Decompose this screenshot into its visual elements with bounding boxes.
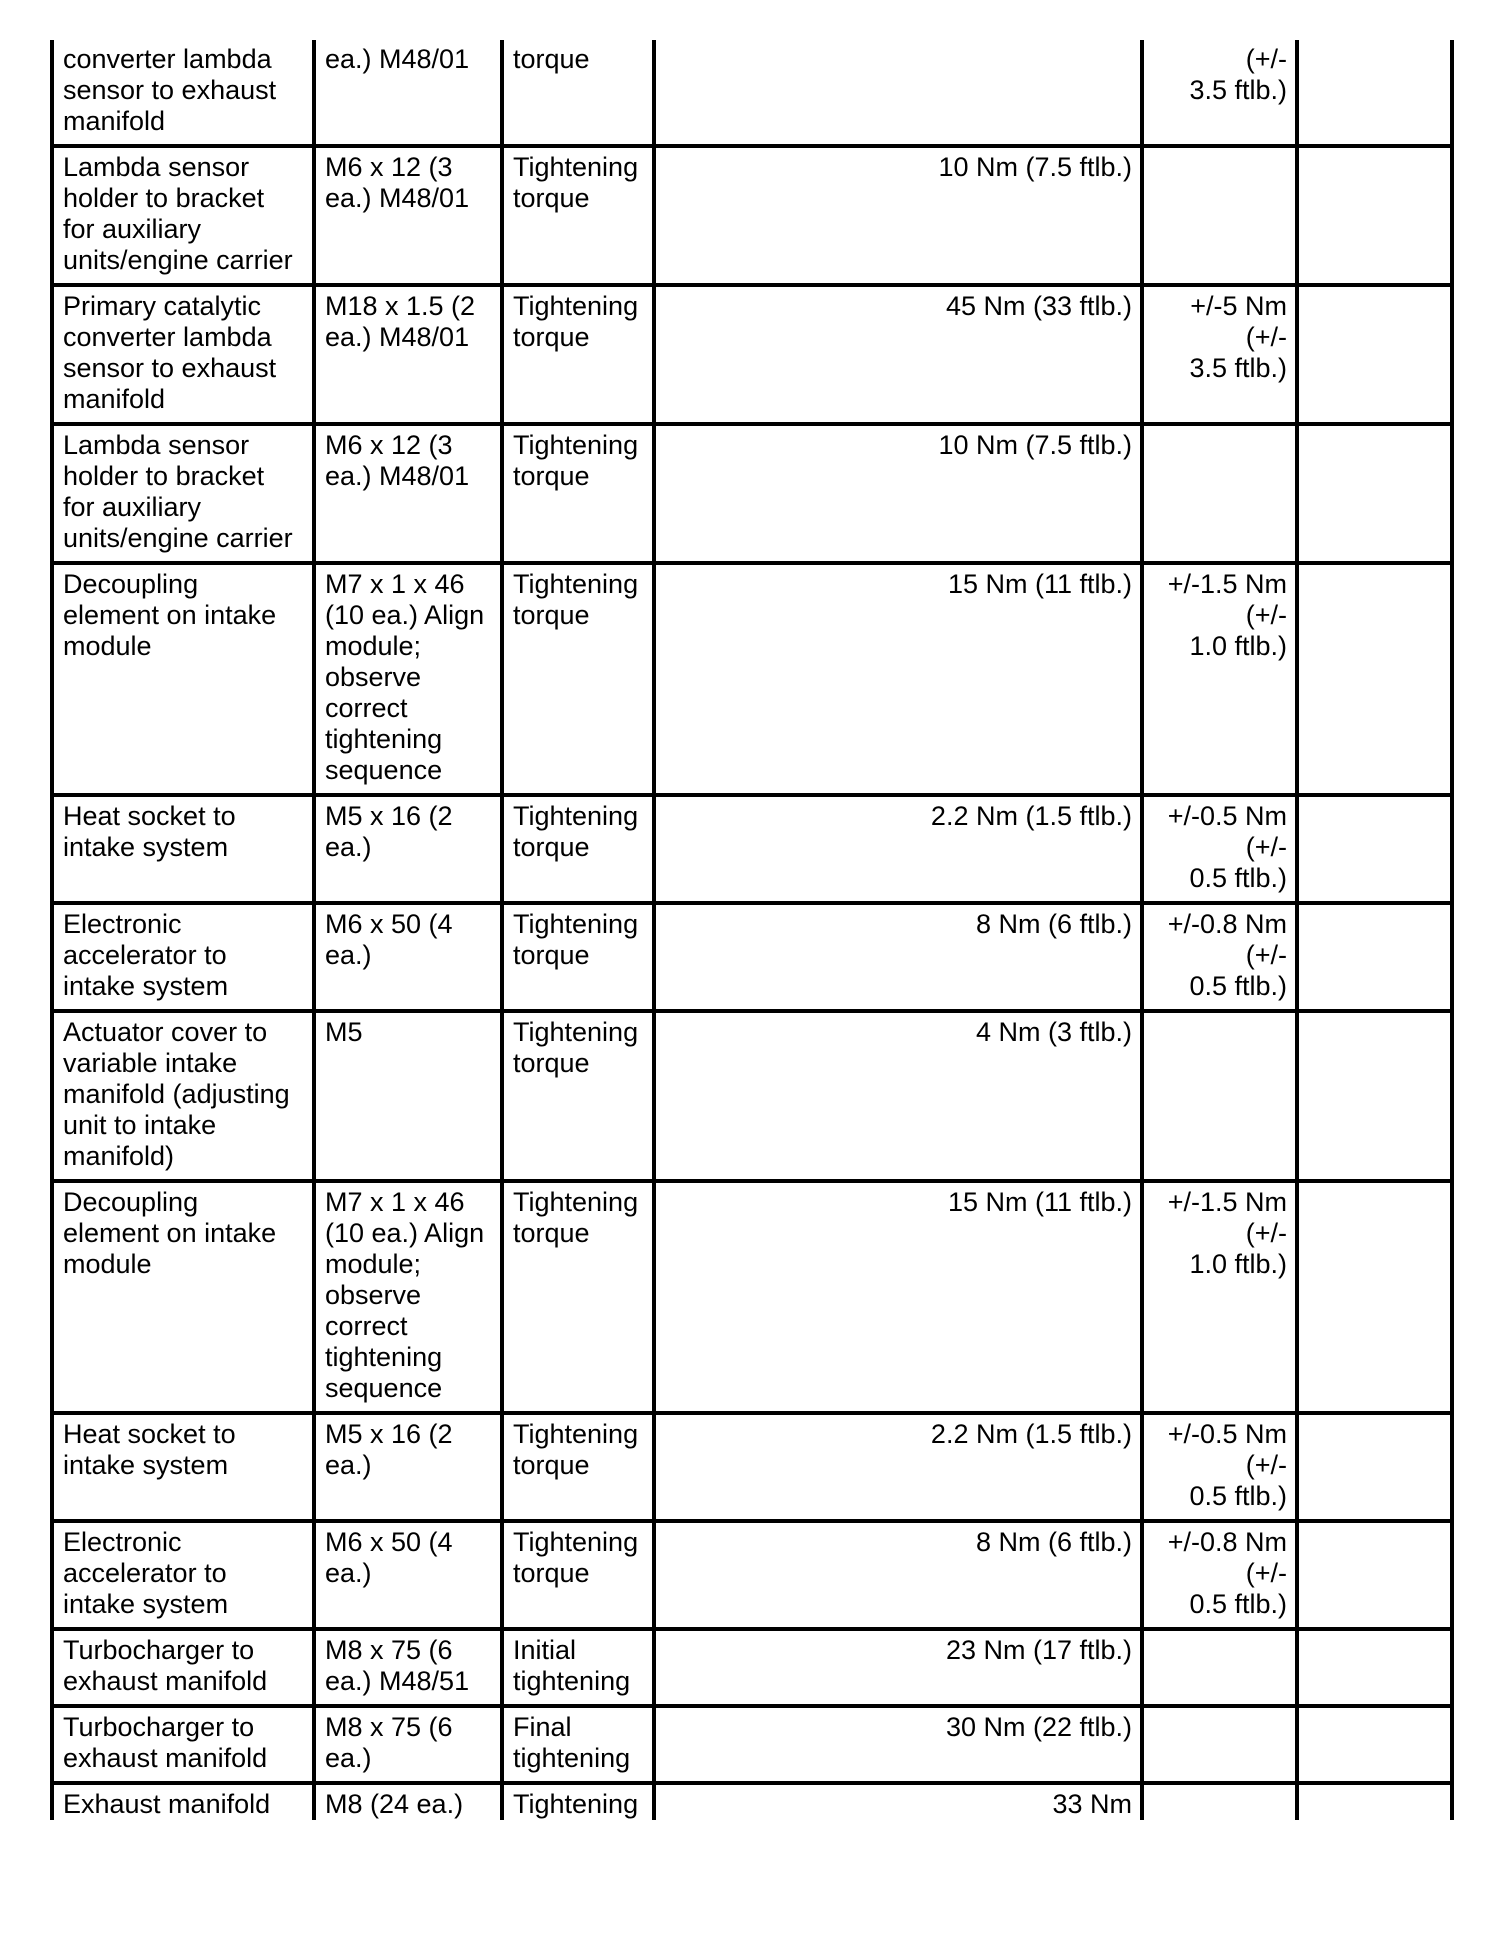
cell-text-line: M5 [325,1017,363,1047]
tolerance-cell [1142,1413,1297,1521]
torque-value-cell [654,1011,1142,1181]
cell-text-line: unit to intake [63,1110,217,1140]
torque-value-cell [654,285,1142,424]
cell-text-line: M7 x 1 x 46 [325,569,465,599]
table-row [52,795,1452,903]
cell-text-line: 8 Nm (6 ftlb.) [975,1527,1132,1557]
cell-text-line: Tightening [513,1187,639,1217]
cell-text-line: Tightening [513,291,639,321]
torque-type-cell [502,285,654,424]
cell-text-line: Primary catalytic [63,291,262,321]
fastener-size-cell [314,1181,502,1413]
table-row [52,903,1452,1011]
tolerance-cell [1142,285,1297,424]
cell-text-line: Electronic [63,909,182,939]
fastener-size-cell [314,795,502,903]
cell-text-line: 30 Nm (22 ftlb.) [945,1712,1132,1742]
table-row [52,146,1452,285]
cell-text-line: +/-0.5 Nm [1167,1419,1287,1449]
fastener-size-cell [314,285,502,424]
table-row [52,563,1452,795]
cell-text-line: torque [513,322,590,352]
notes-cell [1297,146,1452,285]
cell-text-line: 3.5 ftlb.) [1189,353,1287,383]
cell-text-line: torque [513,1558,590,1588]
notes-cell [1297,795,1452,903]
notes-cell [1297,40,1452,146]
cell-text-line: M6 x 12 (3 [325,430,453,460]
cell-text-line: units/engine carrier [63,523,293,553]
cell-text-line: ea.) M48/01 [325,322,470,352]
cell-text-line: +/-1.5 Nm [1167,1187,1287,1217]
cell-text-line: M5 x 16 (2 [325,1419,453,1449]
cell-text-line: holder to bracket [63,183,265,213]
cell-text-line: accelerator to [63,940,227,970]
cell-text-line: manifold [63,384,166,414]
cell-text-line: accelerator to [63,1558,227,1588]
cell-text-line: +/-5 Nm [1190,291,1287,321]
cell-text-line: Decoupling [63,569,199,599]
component-cell [52,795,314,903]
torque-type-cell [502,1011,654,1181]
torque-value-cell [654,1521,1142,1629]
cell-text-line: variable intake [63,1048,238,1078]
cell-text-line: 15 Nm (11 ftlb.) [947,1187,1132,1217]
cell-text-line: torque [513,600,590,630]
cell-text-line: exhaust manifold [63,1743,268,1773]
cell-text-line: tightening [513,1743,631,1773]
cell-text-line: correct [325,693,408,723]
cell-text-line: Exhaust manifold [63,1789,271,1819]
cell-text-line: 1.0 ftlb.) [1189,631,1287,661]
cell-text-line: ea.) M48/01 [325,44,470,74]
cell-text-line: torque [513,940,590,970]
notes-cell [1297,563,1452,795]
cell-text-line: 45 Nm (33 ftlb.) [945,291,1132,321]
cell-text-line: (10 ea.) Align [325,600,485,630]
fastener-size-cell [314,563,502,795]
cell-text-line: Turbocharger to [63,1635,255,1665]
cell-text-line: 2.2 Nm (1.5 ftlb.) [930,801,1132,831]
cell-text-line: M7 x 1 x 46 [325,1187,465,1217]
cell-text-line: torque [513,832,590,862]
tolerance-cell [1142,1706,1297,1783]
cell-text-line: 0.5 ftlb.) [1189,1481,1287,1511]
fastener-size-cell [314,146,502,285]
component-cell [52,1706,314,1783]
cell-text-line: M8 x 75 (6 [325,1635,453,1665]
torque-type-cell [502,1413,654,1521]
torque-type-cell [502,1521,654,1629]
cell-text-line: Tightening [513,909,639,939]
cell-text-line: 23 Nm (17 ftlb.) [945,1635,1132,1665]
component-cell [52,563,314,795]
component-cell [52,424,314,563]
cell-text-line: ea.) [325,1558,372,1588]
torque-value-cell [654,1413,1142,1521]
cell-text-line: (+/- [1245,600,1287,630]
torque-value-cell [654,563,1142,795]
cell-text-line: element on intake [63,1218,277,1248]
cell-text-line: (+/- [1245,44,1287,74]
cell-text-line: Electronic [63,1527,182,1557]
fastener-size-cell [314,903,502,1011]
cell-text-line: Tightening [513,1419,639,1449]
table-row [52,1706,1452,1783]
fastener-size-cell [314,1521,502,1629]
torque-value-cell [654,424,1142,563]
cell-text-line: module [63,631,152,661]
cell-text-line: M6 x 12 (3 [325,152,453,182]
cell-text-line: ea.) [325,1450,372,1480]
torque-value-cell [654,146,1142,285]
cell-text-line: (+/- [1245,1218,1287,1248]
cell-text-line: holder to bracket [63,461,265,491]
table-row [52,1011,1452,1181]
fastener-size-cell [314,40,502,146]
cell-text-line: 0.5 ftlb.) [1189,971,1287,1001]
cell-text-line: 4 Nm (3 ftlb.) [975,1017,1132,1047]
cell-text-line: 2.2 Nm (1.5 ftlb.) [930,1419,1132,1449]
cell-text-line: ea.) [325,940,372,970]
cell-text-line: Heat socket to [63,801,236,831]
cell-text-line: Actuator cover to [63,1017,268,1047]
torque-value-cell [654,1706,1142,1783]
notes-cell [1297,1181,1452,1413]
torque-value-cell [654,795,1142,903]
cell-text-line: observe [325,662,422,692]
tolerance-cell [1142,40,1297,146]
notes-cell [1297,424,1452,563]
cell-text-line: ea.) M48/01 [325,461,470,491]
table-row [52,285,1452,424]
torque-type-cell [502,40,654,146]
torque-type-cell [502,795,654,903]
cell-text-line: 0.5 ftlb.) [1189,1589,1287,1619]
cell-text-line: Turbocharger to [63,1712,255,1742]
torque-type-cell [502,146,654,285]
cell-text-line: torque [513,183,590,213]
cell-text-line: tightening [513,1666,631,1696]
torque-type-cell [502,1181,654,1413]
cell-text-line: 10 Nm (7.5 ftlb.) [938,430,1132,460]
torque-type-cell [502,1783,654,1820]
component-cell [52,146,314,285]
fastener-size-cell [314,424,502,563]
cell-text-line: +/-0.8 Nm [1167,909,1287,939]
cell-text-line: 33 Nm [1052,1789,1132,1819]
cell-text-line: (+/- [1245,1558,1287,1588]
cell-text-line: tightening [325,724,443,754]
cell-text-line: 1.0 ftlb.) [1189,1249,1287,1279]
component-cell [52,40,314,146]
cell-text-line: converter lambda [63,44,272,74]
cell-text-line: Tightening [513,1017,639,1047]
notes-cell [1297,1783,1452,1820]
cell-text-line: module; [325,1249,422,1279]
cell-text-line: torque [513,1218,590,1248]
tolerance-cell [1142,146,1297,285]
table-row [52,1629,1452,1706]
cell-text-line: sensor to exhaust [63,353,277,383]
cell-text-line: +/-0.8 Nm [1167,1527,1287,1557]
cell-text-line: +/-1.5 Nm [1167,569,1287,599]
notes-cell [1297,1011,1452,1181]
cell-text-line: M18 x 1.5 (2 [325,291,476,321]
cell-text-line: torque [513,1450,590,1480]
cell-text-line: observe [325,1280,422,1310]
cell-text-line: converter lambda [63,322,272,352]
cell-text-line: 0.5 ftlb.) [1189,863,1287,893]
torque-type-cell [502,563,654,795]
torque-value-cell [654,903,1142,1011]
cell-text-line: 8 Nm (6 ftlb.) [975,909,1132,939]
cell-text-line: intake system [63,971,229,1001]
cell-text-line: for auxiliary [63,492,202,522]
torque-value-cell [654,40,1142,146]
cell-text-line: Lambda sensor [63,152,250,182]
cell-text-line: 15 Nm (11 ftlb.) [947,569,1132,599]
tolerance-cell [1142,563,1297,795]
cell-text-line: units/engine carrier [63,245,293,275]
tolerance-cell [1142,1783,1297,1820]
cell-text-line: (10 ea.) Align [325,1218,485,1248]
cell-text-line: +/-0.5 Nm [1167,801,1287,831]
cell-text-line: ea.) M48/51 [325,1666,470,1696]
torque-value-cell [654,1629,1142,1706]
cell-text-line: Lambda sensor [63,430,250,460]
cell-text-line: M6 x 50 (4 [325,909,453,939]
cell-text-line: (+/- [1245,832,1287,862]
notes-cell [1297,1706,1452,1783]
cell-text-line: Tightening [513,1789,639,1819]
component-cell [52,903,314,1011]
fastener-size-cell [314,1629,502,1706]
tolerance-cell [1142,903,1297,1011]
cell-text-line: correct [325,1311,408,1341]
notes-cell [1297,1413,1452,1521]
component-cell [52,1783,314,1820]
cell-text-line: M5 x 16 (2 [325,801,453,831]
cell-text-line: M8 (24 ea.) [325,1789,464,1819]
tolerance-cell [1142,1011,1297,1181]
tolerance-cell [1142,795,1297,903]
cell-text-line: Final [513,1712,572,1742]
cell-text-line: torque [513,44,590,74]
cell-text-line: M8 x 75 (6 [325,1712,453,1742]
notes-cell [1297,1521,1452,1629]
fastener-size-cell [314,1011,502,1181]
cell-text-line: 3.5 ftlb.) [1189,75,1287,105]
cell-text-line: 10 Nm (7.5 ftlb.) [938,152,1132,182]
fastener-size-cell [314,1413,502,1521]
cell-text-line: manifold) [63,1141,175,1171]
fastener-size-cell [314,1706,502,1783]
cell-text-line: Heat socket to [63,1419,236,1449]
cell-text-line: intake system [63,1589,229,1619]
cell-text-line: Tightening [513,801,639,831]
tolerance-cell [1142,424,1297,563]
torque-value-cell [654,1181,1142,1413]
cell-text-line: Tightening [513,1527,639,1557]
cell-text-line: for auxiliary [63,214,202,244]
table-body [52,40,1452,1820]
cell-text-line: intake system [63,832,229,862]
cell-text-line: (+/- [1245,322,1287,352]
component-cell [52,1011,314,1181]
cell-text-line: sequence [325,755,443,785]
component-cell [52,1181,314,1413]
component-cell [52,1413,314,1521]
cell-text-line: tightening [325,1342,443,1372]
torque-spec-table [50,40,1454,1820]
cell-text-line: sensor to exhaust [63,75,277,105]
torque-type-cell [502,1706,654,1783]
cell-text-line: Tightening [513,569,639,599]
cell-text-line: ea.) [325,832,372,862]
cell-text-line: manifold (adjusting [63,1079,290,1109]
cell-text-line: sequence [325,1373,443,1403]
table-row [52,424,1452,563]
cell-text-line: (+/- [1245,940,1287,970]
notes-cell [1297,1629,1452,1706]
cell-text-line: ea.) M48/01 [325,183,470,213]
table-row [52,1521,1452,1629]
table-row [52,40,1452,146]
cell-text-line: (+/- [1245,1450,1287,1480]
torque-type-cell [502,424,654,563]
cell-text-line: module; [325,631,422,661]
table-row [52,1783,1452,1820]
cell-text-line: torque [513,1048,590,1078]
table-row [52,1181,1452,1413]
component-cell [52,285,314,424]
cell-text-line: ea.) [325,1743,372,1773]
cell-text-line: torque [513,461,590,491]
tolerance-cell [1142,1629,1297,1706]
tolerance-cell [1142,1181,1297,1413]
cell-text-line: Tightening [513,152,639,182]
component-cell [52,1521,314,1629]
component-cell [52,1629,314,1706]
table-row [52,1413,1452,1521]
tolerance-cell [1142,1521,1297,1629]
torque-value-cell [654,1783,1142,1820]
cell-text-line: exhaust manifold [63,1666,268,1696]
cell-text-line: M6 x 50 (4 [325,1527,453,1557]
cell-text-line: Decoupling [63,1187,199,1217]
torque-type-cell [502,1629,654,1706]
fastener-size-cell [314,1783,502,1820]
cell-text-line: element on intake [63,600,277,630]
cell-text-line: module [63,1249,152,1279]
notes-cell [1297,903,1452,1011]
cell-text-line: manifold [63,106,166,136]
cell-text-line: Tightening [513,430,639,460]
cell-text-line: intake system [63,1450,229,1480]
torque-type-cell [502,903,654,1011]
notes-cell [1297,285,1452,424]
cell-text-line: Initial [513,1635,577,1665]
